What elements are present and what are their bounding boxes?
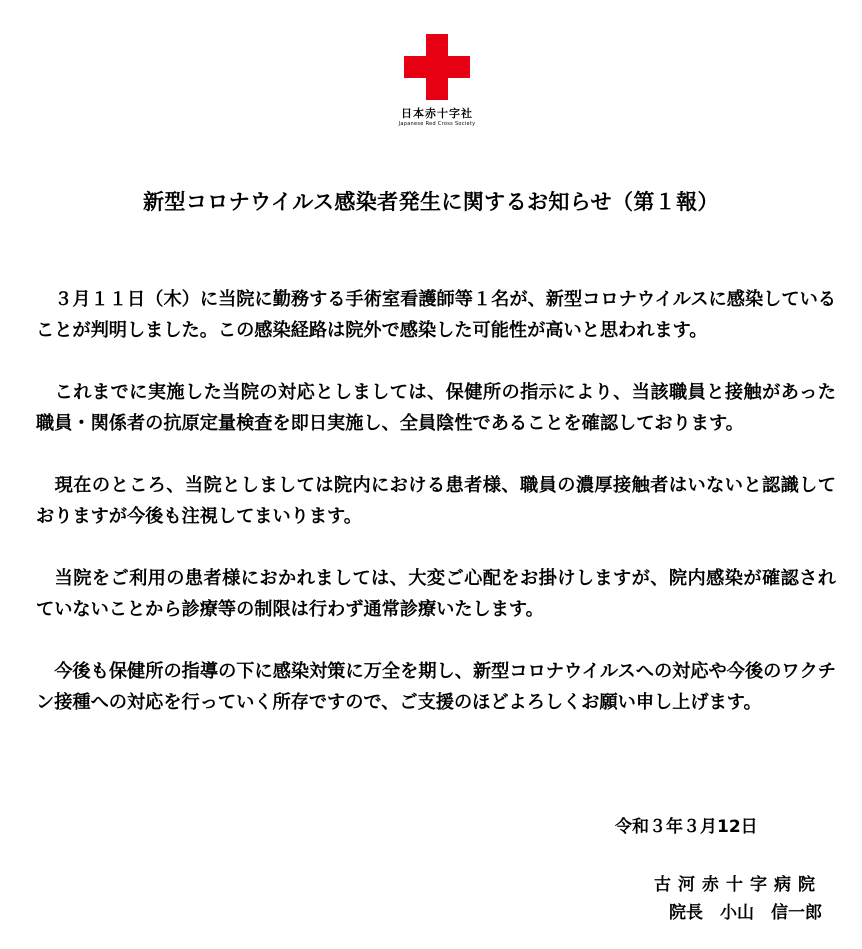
logo-name-jp: 日本赤十字社 <box>401 107 473 120</box>
notice-title: 新型コロナウイルス感染者発生に関するお知らせ（第１報） <box>143 190 719 214</box>
paragraph-2: これまでに実施した当院の対応としましては、保健所の指示により、当該職員と接触があった職員・関係者の抗原定量検査を即日実施し、全員陰性であることを確認しております。 <box>36 382 836 434</box>
director-name: 院長 小山 信一郎 <box>669 903 822 923</box>
red-cross-logo <box>380 34 494 128</box>
paragraph-1: ３月１１日（木）に当院に勤務する手術室看護師等１名が、新型コロナウイルスに感染していることが判明しました。この感染経路は院外で感染した可能性が高いと思われます。 <box>36 289 836 341</box>
paragraph-3: 現在のところ、当院としましては院内における患者様、職員の濃厚接触者はいないと認識しておりますが今後も注視してまいります。 <box>36 475 836 527</box>
paragraph-5: 今後も保健所の指導の下に感染対策に万全を期し、新型コロナウイルスへの対応や今後のワクチン接種への対応を行っていく所存ですので、ご支援のほどよろしくお願い申し上げます。 <box>36 661 836 713</box>
notice-date: 令和３年３月12日 <box>615 817 758 837</box>
red-cross-icon <box>404 34 470 100</box>
logo-name-en: Japanese Red Cross Society <box>398 121 476 127</box>
hospital-name: 古河赤十字病院 <box>654 875 822 895</box>
notice-body <box>36 284 836 749</box>
paragraph-4: 当院をご利用の患者様におかれましては、大変ご心配をお掛けしますが、院内感染が確認されていないことから診療等の制限は行わず通常診療いたします。 <box>36 568 836 620</box>
signature-block <box>560 813 822 927</box>
